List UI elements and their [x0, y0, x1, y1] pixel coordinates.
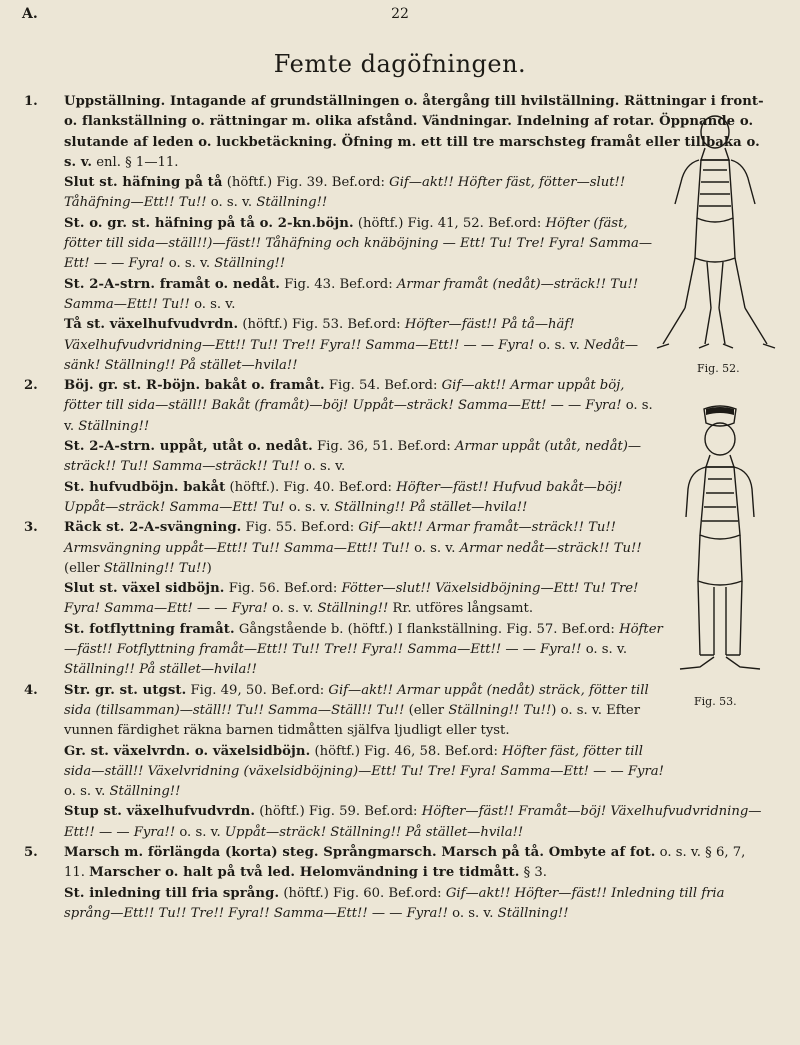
section-number: 2.: [24, 378, 38, 394]
section-number: 1.: [24, 94, 38, 109]
exercise-entry: St. inledning till fria språng. (höftf.) Fig. 60. Bef.ord: Gif—akt!! Höfter—fäst!! Inledning till fria språng—Ett!! Tu!! Tre!! Fyra!! Samma—Ett!! — — Fyra!! o. s. v. Ställning!!: [64, 885, 725, 921]
section-heading-tail: enl. § 1—11.: [96, 154, 179, 170]
page-number: 22: [391, 6, 409, 22]
exercise-entry: St. o. gr. st. häfning på tå o. 2-kn.böjn. (höftf.) Fig. 41, 52. Bef.ord: Höfter (fäst, fötter till sida—ställ!!)—fäst!! Tåhäfning och knäböjning — Ett! Tu! Tre! Fyra! Samma—Ett! — — Fyra! o. s. v. Ställning!!: [64, 215, 653, 272]
section-4-entry: 4. Str. gr. st. utgst. Fig. 49, 50. Bef.ord: Gif—akt!! Armar uppåt (nedåt) sträck, fötter till sida (tillsamman)—ställ!! Tu!! Samma—Ställ!! Tu!! (eller Ställning!! Tu!!) o. s. v. Efter vunnen färdighet räkna barnen tidmåtten själfva ljudligt eller tyst.: [24, 682, 649, 739]
exercise-entry: Slut st. växel sidböjn. Fig. 56. Bef.ord: Fötter—slut!! Växelsidböjning—Ett! Tu! Tre! Fyra! Samma—Ett! — — Fyra! o. s. v. Ställning!! Rr. utföres långsamt.: [64, 581, 639, 617]
exercise-entry: St. fotflyttning framåt. Gångstående b. (höftf.) I flankställning. Fig. 57. Bef.ord: Höfter—fäst!! Fotflyttning framåt—Ett!! Tu!! Tre!! Fyra!! Samma—Ett!! — — Fyra!! o. s. v. Ställning!! På stället—hvila!!: [64, 621, 663, 678]
page-title: Femte dagöfningen.: [273, 50, 527, 78]
exercise-entry: Slut st. häfning på tå (höftf.) Fig. 39. Bef.ord: Gif—akt!! Höfter fäst, fötter—slut!! Tåhäfning—Ett!! Tu!! o. s. v. Ställning!!: [64, 175, 626, 211]
figure-53-illustration: [650, 405, 790, 708]
section-number: 4.: [24, 682, 38, 698]
exercise-entry: Stup st. växelhufvudvrdn. (höftf.) Fig. 59. Bef.ord: Höfter—fäst!! Framåt—böj! Växelhufvudvridning—Ett!! — — Fyra!! o. s. v. Uppåt—sträck! Ställning!! På stället—hvila!!: [64, 804, 762, 840]
section-2-entry: 2. Böj. gr. st. R-böjn. bakåt o. framåt. Fig. 54. Bef.ord: Gif—akt!! Armar uppåt böj, fötter till sida—ställ!! Bakåt (framåt)—böj! Uppåt—sträck! Samma—Ett! — — Fyra! o. s. v. Ställning!!: [24, 378, 653, 434]
figure-caption: Fig. 53.: [694, 695, 737, 708]
section-number: 5.: [24, 844, 38, 860]
gymnast-figure-icon: [650, 405, 790, 705]
corner-mark: A.: [22, 6, 38, 22]
exercise-entry: Tå st. växelhufvudvrdn. (höftf.) Fig. 53. Bef.ord: Höfter—fäst!! På tå—häf! Växelhufvudvridning—Ett!! Tu!! Tre!! Fyra!! Samma—Ett!! — — Fyra! o. s. v. Nedåt—sänk! Ställning!! På stället—hvila!!: [64, 317, 639, 373]
exercise-entry: St. hufvudböjn. bakåt (höftf.). Fig. 40. Bef.ord: Höfter—fäst!! Hufvud bakåt—böj! Uppåt—sträck! Samma—Ett! Tu! o. s. v. Ställning!! På stället—hvila!!: [64, 479, 623, 515]
figure-52-illustration: [645, 108, 785, 375]
figure-caption: Fig. 52.: [697, 362, 740, 375]
exercise-entry: St. 2-A-strn. uppåt, utåt o. nedåt. Fig. 36, 51. Bef.ord: Armar uppåt (utåt, nedåt)—sträck!! Tu!! Samma—sträck!! Tu!! o. s. v.: [64, 439, 642, 475]
section-3-entry: 3. Räck st. 2-A-svängning. Fig. 55. Bef.ord: Gif—akt!! Armar framåt—sträck!! Tu!! Armsvängning uppåt—Ett!! Tu!! Samma—Ett!! Tu!! o. s. v. Armar nedåt—sträck!! Tu!! (eller Ställning!! Tu!!): [24, 520, 642, 576]
section-5-heading: 5. Marsch m. förlängda (korta) steg. Språngmarsch. Marsch på tå. Ombyte af fot. o. s. v. § 6, 7, 11. Marscher o. halt på två led. Helomvändning i tre tidmått. § 3.: [24, 844, 746, 881]
exercise-entry: St. 2-A-strn. framåt o. nedåt. Fig. 43. Bef.ord: Armar framåt (nedåt)—sträck!! Tu!! Samma—Ett!! Tu!! o. s. v.: [64, 276, 639, 312]
section-heading-text: Uppställning. Intagande af grundställningen o. återgång till hvilställning. Rättningar i front- o. flankställning o. rättningar m. olika afstånd. Vändningar. Indelning af rotar. Öppnande o. slutande af leden o. luckbetäckning. Öfning m. ett till tre marschsteg framåt eller tillbaka o. s. v.: [64, 94, 764, 170]
gymnast-figure-icon: [645, 108, 785, 358]
exercise-entry: Gr. st. växelvrdn. o. växelsidböjn. (höftf.) Fig. 46, 58. Bef.ord: Höfter fäst, fötter till sida—ställ!! Växelvridning (växelsidböjning)—Ett! Tu! Tre! Fyra! Samma—Ett! — — Fyra! o. s. v. Ställning!!: [64, 743, 664, 800]
section-number: 3.: [24, 520, 38, 536]
